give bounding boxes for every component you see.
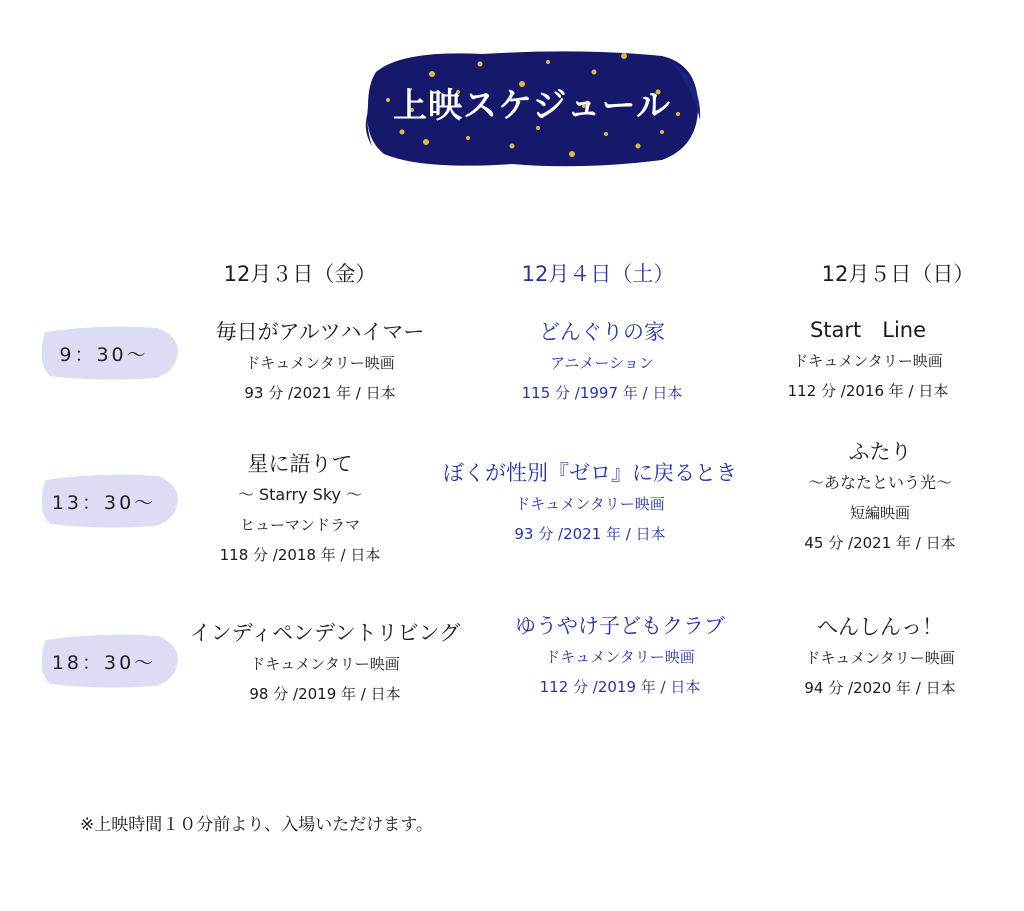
film-subtitle: ～ Starry Sky ～ [237, 485, 363, 504]
day-header-sun: 12月５日（日） [821, 262, 975, 286]
film-title: Start Line [809, 318, 927, 342]
title-banner [362, 42, 702, 174]
screening-sat-evening [470, 610, 770, 702]
film-meta: 118 分 /2018 年 / 日本 [219, 546, 381, 564]
screening-sun-morning [718, 314, 1018, 406]
film-title: ゆうやけ子どもクラブ [515, 614, 725, 638]
film-meta: 112 分 /2016 年 / 日本 [787, 382, 949, 400]
film-genre: ドキュメンタリー映画 [245, 354, 395, 372]
day-header-fri: 12月３日（金） [223, 262, 377, 286]
film-title: どんぐりの家 [539, 320, 665, 344]
screening-sat-morning [452, 316, 752, 408]
screening-fri-evening [175, 617, 475, 709]
film-meta: 93 分 /2021 年 / 日本 [514, 525, 666, 543]
film-title: ふたり [848, 440, 912, 464]
film-title: ぼくが性別『ゼロ』に戻るとき [443, 461, 737, 485]
screening-fri-afternoon [150, 448, 450, 570]
film-meta: 94 分 /2020 年 / 日本 [804, 679, 956, 697]
film-genre: ドキュメンタリー映画 [545, 648, 695, 666]
time-label: 13：30～ [51, 492, 157, 514]
film-title: 毎日がアルツハイマー [215, 320, 425, 344]
screening-sun-afternoon [730, 436, 1024, 558]
time-label: 9：30～ [59, 344, 149, 366]
film-meta: 112 分 /2019 年 / 日本 [539, 678, 701, 696]
film-genre: ドキュメンタリー映画 [250, 655, 400, 673]
film-genre: ドキュメンタリー映画 [793, 352, 943, 370]
film-genre: ドキュメンタリー映画 [805, 649, 955, 667]
page-title: 上映スケジュール [393, 86, 671, 126]
film-genre: ヒューマンドラマ [239, 516, 360, 534]
day-header-sat: 12月４日（土） [521, 262, 675, 286]
film-meta: 45 分 /2021 年 / 日本 [804, 534, 956, 552]
screening-fri-morning [170, 316, 470, 408]
film-meta: 98 分 /2019 年 / 日本 [249, 685, 401, 703]
film-subtitle: ～あなたという光～ [807, 473, 952, 492]
film-title: へんしんっ！ [817, 615, 943, 639]
film-genre: 短編映画 [849, 504, 910, 522]
time-slot-evening [38, 630, 180, 690]
screening-sat-afternoon [440, 457, 740, 549]
time-label: 18：30～ [51, 652, 157, 674]
film-genre: ドキュメンタリー映画 [515, 495, 665, 513]
film-title: インディペンデントリビング [189, 621, 461, 645]
admission-note: ※上映時間１０分前より、入場いただけます。 [80, 815, 433, 835]
film-title: 星に語りて [247, 452, 353, 476]
screening-sun-evening [730, 611, 1024, 703]
film-meta: 93 分 /2021 年 / 日本 [244, 384, 396, 402]
film-genre: アニメーション [550, 354, 654, 372]
time-slot-morning [38, 322, 180, 382]
film-meta: 115 分 /1997 年 / 日本 [521, 384, 683, 402]
